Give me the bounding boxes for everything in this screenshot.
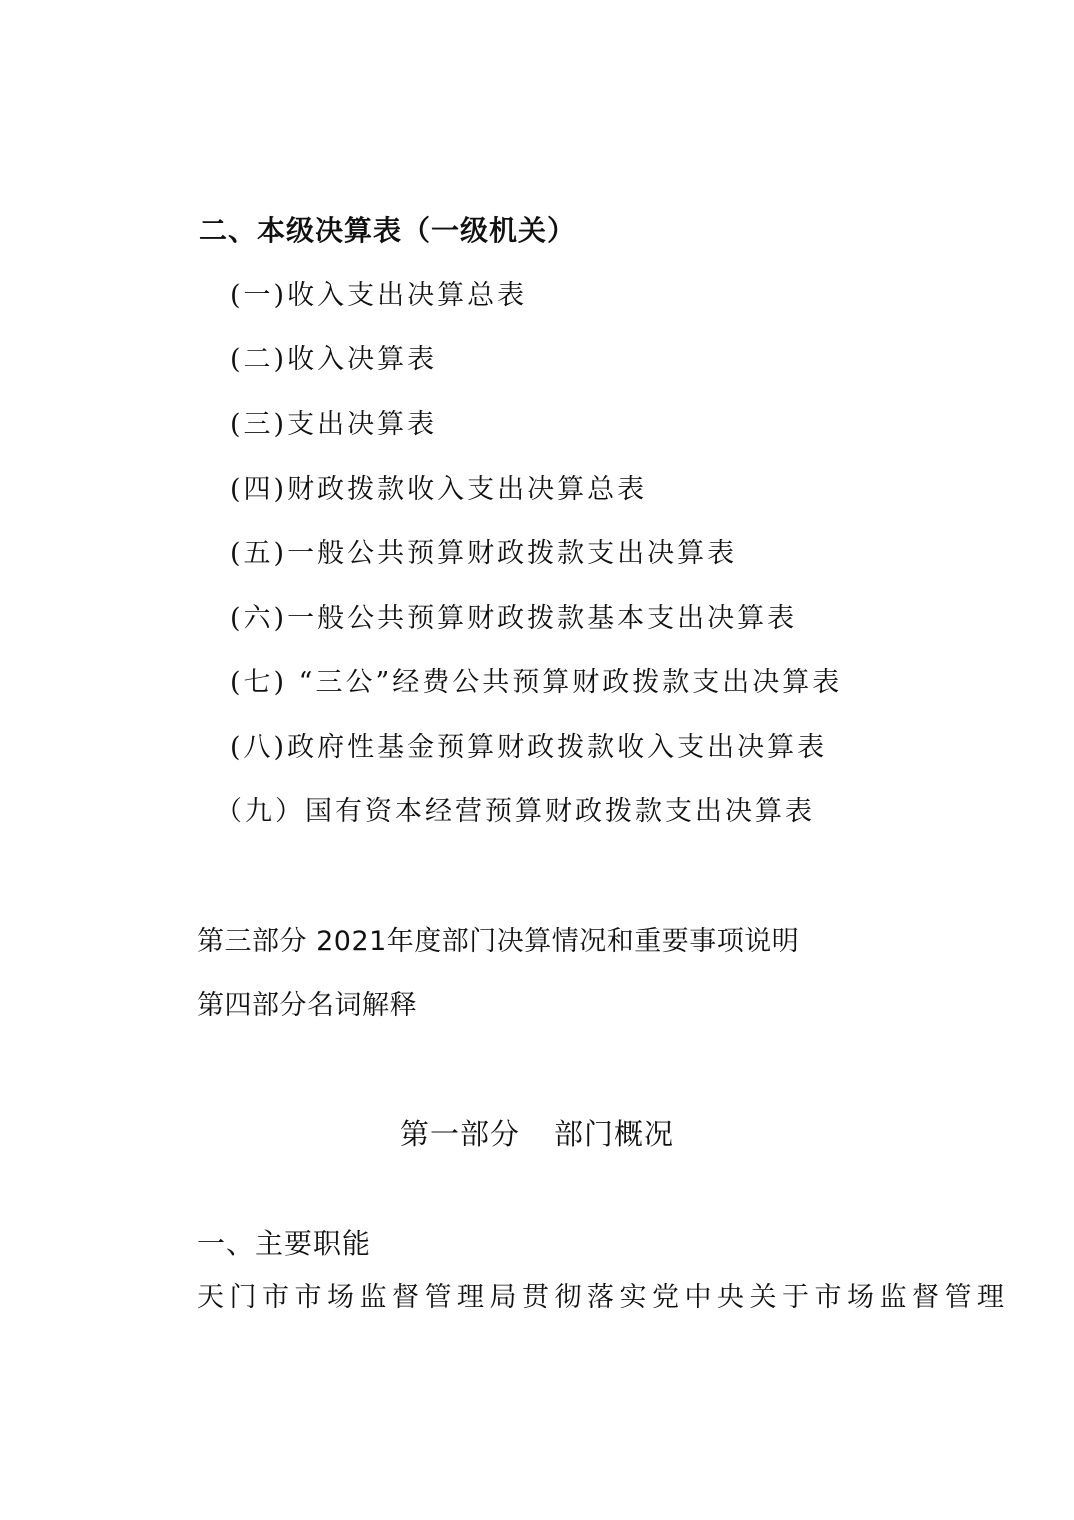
section-one-heading: 一、主要职能: [197, 1227, 372, 1260]
part-four-title: 第四部分名词解释: [197, 990, 417, 1021]
section-one-body: 天门市市场监督管理局贯彻落实党中央关于市场监督管理: [197, 1282, 1010, 1313]
list-item: (七) “三公”经费公共预算财政拨款支出决算表: [230, 667, 843, 698]
section-two-heading: 二、本级决算表（一级机关）: [199, 214, 577, 247]
chapter-title: [0, 1117, 1074, 1151]
list-item: (六)一般公共预算财政拨款基本支出决算表: [230, 603, 798, 634]
list-item: (一)收入支出决算总表: [230, 280, 528, 311]
list-item: (八)政府性基金预算财政拨款收入支出决算表: [230, 732, 828, 763]
list-item: (三)支出决算表: [230, 409, 438, 440]
list-item: (四)财政拨款收入支出决算总表: [230, 474, 648, 505]
part-three-title: 第三部分 2021年度部门决算情况和重要事项说明: [197, 926, 800, 957]
list-item: （九）国有资本经营预算财政拨款支出决算表: [215, 796, 815, 827]
chapter-title-right: 部门概况: [554, 1117, 675, 1151]
list-item: (二)收入决算表: [230, 344, 438, 375]
list-item: (五)一般公共预算财政拨款支出决算表: [230, 538, 738, 569]
chapter-title-left: 第一部分: [399, 1117, 520, 1151]
